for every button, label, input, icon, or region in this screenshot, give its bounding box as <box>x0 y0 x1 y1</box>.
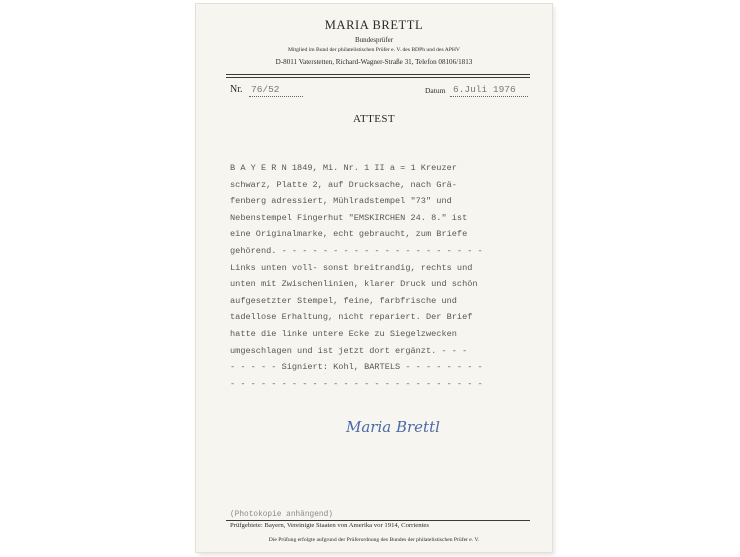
certificate-number: 76/52 <box>251 84 280 95</box>
letterhead-role: Bundesprüfer <box>354 36 394 44</box>
photocopy-note: (Photokopie anhängend) <box>230 511 333 519</box>
body-line: - - - - - - - - - - - - - - - - - - - - - - - - - <box>230 378 483 389</box>
body-line: eine Originalmarke, echt gebraucht, zum Briefe <box>230 229 468 240</box>
letterhead-membership: Mitglied im Bund der philatelistischen Prüfer e. V. des BDPh und des APHV <box>288 47 460 53</box>
number-dotted-line <box>249 96 303 97</box>
body-line: Nebenstempel Fingerhut "EMSKIRCHEN 24. 8." ist <box>230 212 468 223</box>
body-line: - - - - - Signiert: Kohl, BARTELS - - - - - - - - <box>230 362 483 373</box>
letterhead-name: MARIA BRETTL <box>324 18 424 32</box>
certificate-title: ATTEST <box>352 113 396 125</box>
date-dotted-line <box>450 96 528 97</box>
certificate-sheet <box>196 4 552 552</box>
body-line: hatte die linke untere Ecke zu Siegelzwecken <box>230 328 457 339</box>
body-line: unten mit Zwischenlinien, klarer Druck und schön <box>230 279 478 290</box>
header-rule-thick <box>226 74 530 75</box>
body-line: aufgesetzter Stempel, feine, farbfrische und <box>230 295 457 306</box>
body-line: umgeschlagen und ist jetzt dort ergänzt. - - - <box>230 345 468 356</box>
footer-note: Die Prüfung erfolgte aufgrund der Prüferordnung des Bundes der philatelistischen Prüfer e. V. <box>268 537 480 543</box>
body-line: Links unten voll- sonst breitrandig, rechts und <box>230 262 473 273</box>
body-line: schwarz, Platte 2, auf Drucksache, nach Grä- <box>230 179 457 190</box>
body-line: tadellose Erhaltung, nicht repariert. Der Brief <box>230 312 473 323</box>
certificate-body <box>230 160 546 392</box>
footer-rule <box>226 520 530 521</box>
header-rule-thin <box>226 77 530 78</box>
letterhead-address: D-8011 Vaterstetten, Richard-Wagner-Straße 31, Telefon 08106/1813 <box>275 58 473 66</box>
body-line: B A Y E R N 1849, Mi. Nr. 1 II a = 1 Kreuzer <box>230 163 457 173</box>
number-label: Nr. <box>230 84 243 95</box>
footer-areas: Prüfgebiete: Bayern, Vereinigte Staaten von Amerika vor 1914, Corrientes <box>230 522 429 529</box>
certificate-date: 6.Juli 1976 <box>453 84 516 95</box>
date-label: Datum <box>425 86 446 95</box>
body-line: gehörend. - - - - - - - - - - - - - - - - - - - - <box>230 245 483 256</box>
handwritten-signature: Maria Brettl <box>346 418 440 436</box>
body-line: fenberg adressiert, Mühlradstempel "73" und <box>230 196 452 207</box>
